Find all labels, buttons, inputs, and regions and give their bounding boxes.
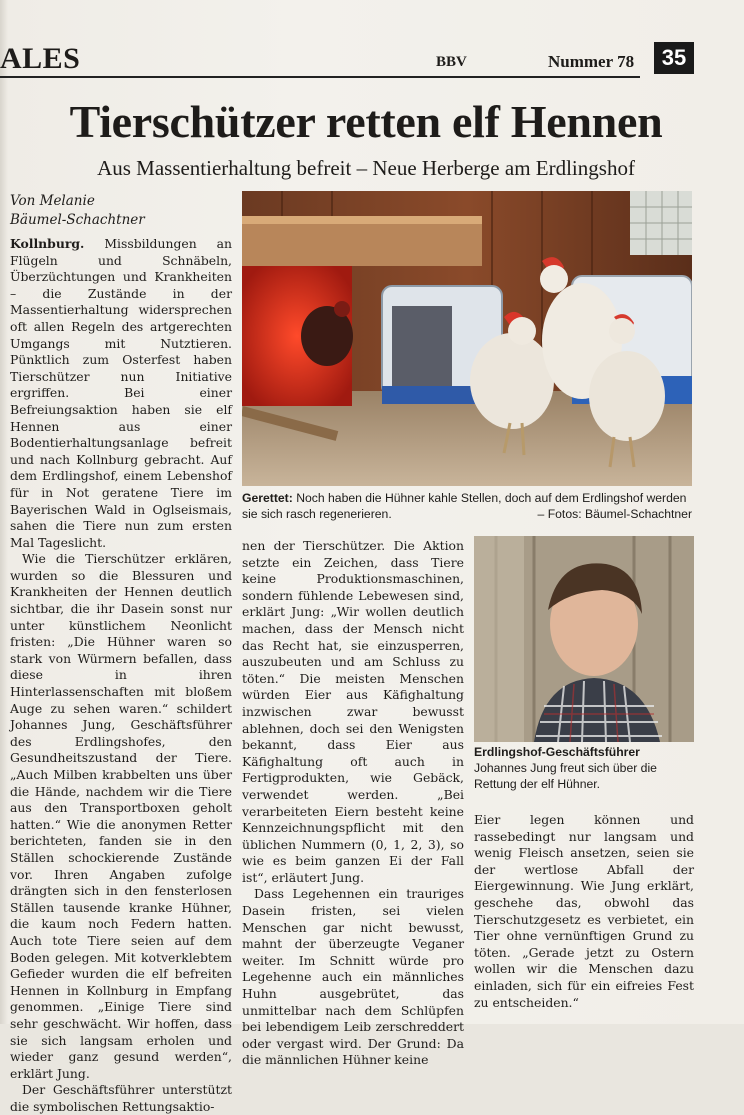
photo-caption-1 [242,490,692,522]
page-edge-shadow [0,0,8,1024]
paragraph-text: Missbildungen an Flügeln und Schnäbeln, Überzüchtungen und Krankheiten – die Zustände in der Massentierhaltung widersprechen oft allen Regeln des artgerechten Umgangs mit Nutztieren. Pünktlich zum Osterfest haben Tierschützer nun Initiative ergriffen. Bei einer Befreiungsaktion haben sie elf Hennen aus einer Bodentierhaltungsanlage befreit und nach Kollnburg gebracht. Auf dem Erdlingshof, einem Lebenshof für in Not geratene Tiere im Bayerischen Wald in Oglseismais, sahen die Tiere nun zum ersten Mal Tageslicht. [10,236,232,550]
paper-name: BBV [436,54,467,70]
headline: Tierschützer retten elf Hennen [69,96,663,147]
page-header [0,40,744,84]
caption-lead: Erdlingshof-Geschäftsführer [474,745,640,759]
paragraph [10,236,232,551]
paragraph: Eier legen können und rassebedingt nur langsam und wenig Fleisch ansetzen, seien sie der wertlose Abfall der Eiergewinnung. Wie Jung erklärt, geschehe das, obwohl das Tierschutzgesetz es verbietet, ein Tier ohne vernünftigen Grund zu töten. „Gerade jetzt zu Ostern wollen wir die Menschen dazu einladen, sich für ein eifreies Fest zu entscheiden.“ [474,812,694,1010]
caption-lead: Gerettet: [242,491,293,505]
caption-text: Noch haben die Hühner kahle Stellen, doch auf dem Erdlingshof werden sie sich rasch regenerieren. [242,491,687,521]
section-name: ALES [0,42,81,75]
header-rule [0,76,640,78]
hens-in-barn-photo [242,191,692,486]
subheadline: Aus Massentierhaltung befreit – Neue Herberge am Erdlingshof [97,156,635,180]
byline-line-2: Bäumel-Schachtner [10,212,145,228]
paragraph: nen der Tierschützer. Die Aktion setzte ein Zeichen, dass Tiere keine Produktionsmaschinen, sondern fühlende Lebewesen sind, erklärt Jung: „Wir wollen deutlich machen, dass der Mensch nicht das Recht hat, sie einzusperren, auszubeuten und am Schluss zu töten.“ Die meisten Menschen würden Eier aus Käfighaltung inzwischen zwar bewusst ablehnen, doch sei den Wenigsten bekannt, dass Eier aus Käfighaltung oft auch in Fertigprodukten, wie Gebäck, verwendet werden. „Bei verarbeiteten Eiern besteht keine Kennzeichnungspflicht mit den üblichen Nummern (0, 1, 2, 3), so wie es beim ganzen Ei der Fall ist“, erläutert Jung. [242,538,464,885]
paragraph: Der Geschäftsführer unterstützt die symbolischen Rettungsaktio- [10,1082,232,1114]
issue-number: Nummer 78 [548,52,635,71]
page-number-badge: 35 [654,42,694,74]
portrait-illustration [474,536,694,742]
article-column-1 [10,236,232,1115]
byline-line-1: Von Melanie [10,193,95,209]
photo-caption-2 [474,744,694,792]
paragraph: Dass Legehennen ein trauriges Dasein fristen, sei vielen Menschen gar nicht bewusst, mahnt der überzeugte Veganer weiter. Im Schnitt würde pro Legehenne auch ein männliches Huhn ausgebrütet, das unmittelbar nach dem Schlüpfen bei lebendigem Leib zerschreddert oder vergast wird. Der Grund: Da die männlichen Hühner keine [242,886,464,1068]
photo-credit: – Fotos: Bäumel-Schachtner [537,507,692,521]
caption-text: Johannes Jung freut sich über die Rettung der elf Hühner. [474,761,657,791]
dateline: Kollnburg. [10,236,85,251]
paragraph: Wie die Tierschützer erklären, wurden so die Blessuren und Krankheiten der Hennen deutlich sichtbar, die ihr Dasein sonst nur unter künstlichem Neonlicht fristen: „Die Hühner waren so stark von Würmern befallen, dass diese in ihren Hinterlassenschaften mit bloßem Auge zu sehen waren.“ schildert Johannes Jung, Geschäftsführer des Erdlingshofes, den Gesundheitszustand der Tiere. „Auch Milben krabbelten uns über die Hände, nachdem wir die Tiere aus den Transportboxen geholt hatten.“ Wie die anonymen Retter berichteten, fanden sie in den Ställen schockierende Zustände vor. Ihren Angaben zufolge drängten sich in den fensterlosen Ställen tausende kranke Hühner, die kaum noch Federn hatten. Auch tote Tiere seien auf dem Boden gelegen. Mit kotverklebtem Gefieder wurden die elf befreiten Hennen in Kollnburg in Empfang genommen. „Einige Tiere sind sehr geschwächt. Wir hoffen, dass sie sich langsam erholen und wieder ganz gesund werden“, erklärt Jung. [10,551,232,1081]
article-column-3 [474,812,694,1011]
hens-photo-illustration [242,191,692,486]
article-column-2 [242,538,464,1069]
portrait-photo [474,536,694,742]
byline [10,192,232,230]
